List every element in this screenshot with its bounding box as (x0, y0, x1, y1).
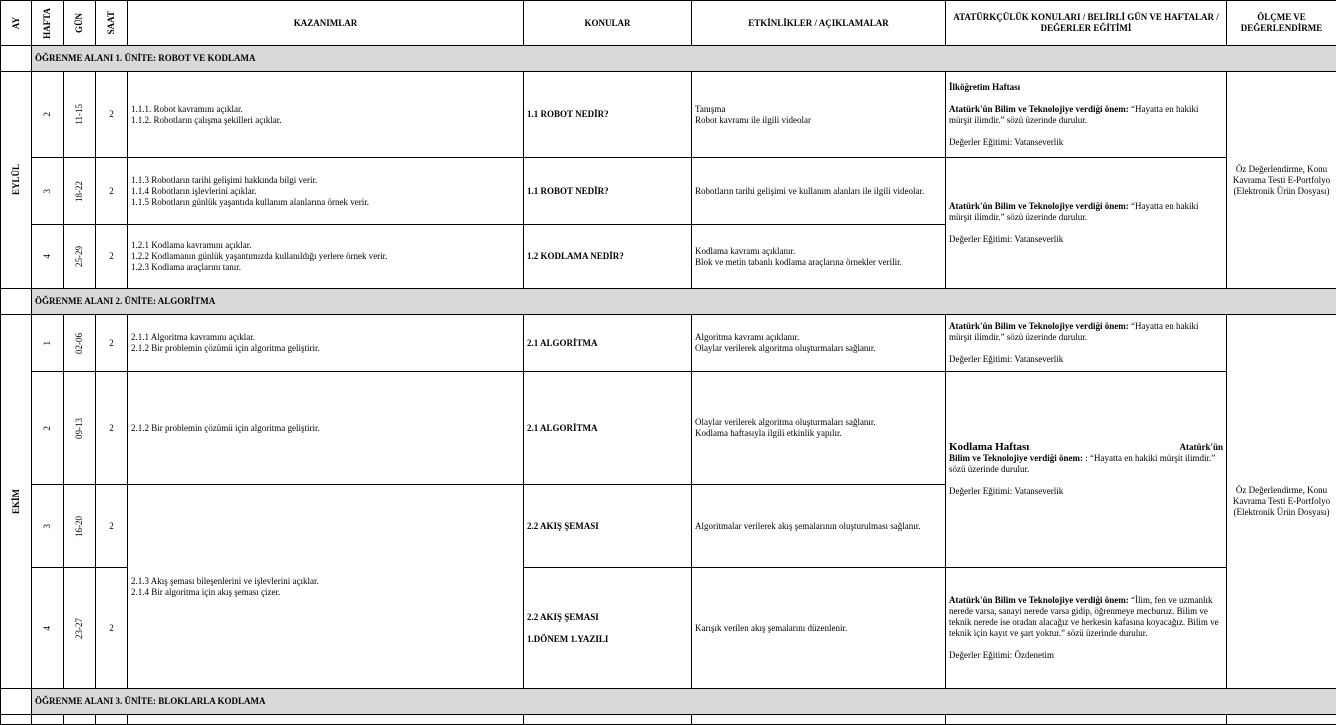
section-row-2 (1, 289, 1336, 315)
hours-cell: 2 (96, 372, 128, 485)
etkinlik-cell: Tanışma Robot kavramı ile ilgili videolar (692, 72, 946, 158)
kazanim-cell: 2.1.3 Akış şeması bileşenlerini ve işlevlerini açıklar. 2.1.4 Bir algoritma için akış şeması çizer. (128, 485, 524, 689)
etkinlik-cell: Robotların tarihi gelişimi ve kullanım alanları ile ilgili videolar. (692, 158, 946, 225)
header-kazanimlar: KAZANIMLAR (128, 1, 524, 46)
week-cell: 2 (32, 72, 64, 158)
week-cell: 1 (32, 315, 64, 372)
header-konular: KONULAR (524, 1, 692, 46)
hours-cell: 2 (96, 485, 128, 568)
konu-cell: 2.2 AKIŞ ŞEMASI (524, 485, 692, 568)
days-cell: 18-22 (64, 158, 96, 225)
ataturk-cell: Kodlama Haftası Atatürk'ün Bilim ve Teknolojiye verdiği önem: : “Hayatta en hakiki mürşit ilimdir.” sözü üzerinde durulur. Değerler Eğitimi: Vatanseverlik (946, 372, 1227, 568)
kazanim-cell: 1.1.3 Robotların tarihi gelişimi hakkında bilgi verir. 1.1.4 Robotların işlevlerini açıklar. 1.1.5 Robotların günlük yaşantıda kullanım alanlarına örnek verir. (128, 158, 524, 225)
header-ay: AY (1, 1, 32, 46)
hours-cell: 2 (96, 72, 128, 158)
olcme-cell: Öz Değerlendirme, Konu Kavrama Testi E-Portfolyo (Elektronik Ürün Dosyası) (1227, 315, 1336, 689)
week-cell: 3 (32, 158, 64, 225)
table-row (1, 715, 1336, 725)
week-cell: 4 (32, 568, 64, 689)
konu-cell: 2.1 ALGORİTMA (524, 315, 692, 372)
hours-cell: 2 (96, 158, 128, 225)
konu-cell: 2.1 ALGORİTMA (524, 372, 692, 485)
etkinlik-cell: Algoritma kavramı açıklanır. Olaylar verilerek algoritma oluşturmaları sağlanır. (692, 315, 946, 372)
section-row-3 (1, 689, 1336, 715)
hours-cell: 2 (96, 315, 128, 372)
konu-cell: 1.1 ROBOT NEDİR? (524, 158, 692, 225)
days-cell: 11-15 (64, 72, 96, 158)
ataturk-cell: İlköğretim Haftası Atatürk'ün Bilim ve Teknolojiye verdiği önem: “Hayatta en hakiki mürşit ilimdir.” sözü üzerinde durulur. Değerler Eğitimi: Vatanseverlik (946, 72, 1227, 158)
hours-cell: 2 (96, 568, 128, 689)
kazanim-cell: 2.1.2 Bir problemin çözümü için algoritma geliştirir. (128, 372, 524, 485)
etkinlik-cell: Karışık verilen akış şemalarını düzenlenir. (692, 568, 946, 689)
konu-cell: 2.2 AKIŞ ŞEMASI 1.DÖNEM 1.YAZILI (524, 568, 692, 689)
header-ataturkculuk: ATATÜRKÇÜLÜK KONULARI / BELİRLİ GÜN VE HAFTALAR / DEĞERLER EĞİTİMİ (946, 1, 1227, 46)
header-gun: GÜN (64, 1, 96, 46)
week-cell: 4 (32, 225, 64, 289)
kazanim-cell: 1.1.1. Robot kavramını açıklar. 1.1.2. Robotların çalışma şekilleri açıklar. (128, 72, 524, 158)
days-cell: 25-29 (64, 225, 96, 289)
table-row (1, 372, 1336, 485)
ataturk-cell: Atatürk'ün Bilim ve Teknolojiye verdiği önem: “Hayatta en hakiki mürşit ilimdir.” sözü üzerinde durulur. Değerler Eğitimi: Vatanseverlik (946, 315, 1227, 372)
kazanim-cell: 1.2.1 Kodlama kavramını açıklar. 1.2.2 Kodlamanın günlük yaşantımızda kullanıldığı yerlere örnek verir. 1.2.3 Kodlama araçlarını tanır. (128, 225, 524, 289)
month-eylul: EYLÜL (1, 72, 32, 289)
olcme-cell: Öz Değerlendirme, Konu Kavrama Testi E-Portfolyo (Elektronik Ürün Dosyası) (1227, 72, 1336, 289)
header-saat: SAAT (96, 1, 128, 46)
ataturk-cell: Atatürk'ün Bilim ve Teknolojiye verdiği önem: “Hayatta en hakiki mürşit ilimdir.” sözü üzerinde durulur. Değerler Eğitimi: Vatanseverlik (946, 158, 1227, 289)
etkinlik-cell: Kodlama kavramı açıklanır. Blok ve metin tabanlı kodlama araçlarına örnekler verilir. (692, 225, 946, 289)
header-etkinlikler: ETKİNLİKLER / AÇIKLAMALAR (692, 1, 946, 46)
week-cell: 2 (32, 372, 64, 485)
table-row (1, 315, 1336, 372)
section-title-3: ÖĞRENME ALANI 3. ÜNİTE: BLOKLARLA KODLAMA (32, 689, 1336, 715)
month-ekim: EKİM (1, 315, 32, 689)
header-olcme: ÖLÇME VE DEĞERLENDİRME (1227, 1, 1336, 46)
konu-cell: 1.2 KODLAMA NEDİR? (524, 225, 692, 289)
etkinlik-cell: Algoritmalar verilerek akış şemalarının oluşturulması sağlanır. (692, 485, 946, 568)
section-row-1 (1, 46, 1336, 72)
days-cell: 02-06 (64, 315, 96, 372)
hours-cell: 2 (96, 225, 128, 289)
konu-cell: 1.1 ROBOT NEDİR? (524, 72, 692, 158)
table-row (1, 158, 1336, 225)
days-cell: 23-27 (64, 568, 96, 689)
section-title-2: ÖĞRENME ALANI 2. ÜNİTE: ALGORİTMA (32, 289, 1336, 315)
etkinlik-cell: Olaylar verilerek algoritma oluşturmaları sağlanır. Kodlama haftasıyla ilgili etkinlik yapılır. (692, 372, 946, 485)
days-cell: 09-13 (64, 372, 96, 485)
kazanim-cell: 2.1.1 Algoritma kavramını açıklar. 2.1.2 Bir problemin çözümü için algoritma geliştirir. (128, 315, 524, 372)
week-cell: 3 (32, 485, 64, 568)
header-hafta: HAFTA (32, 1, 64, 46)
header-row (1, 1, 1336, 46)
section-title-1: ÖĞRENME ALANI 1. ÜNİTE: ROBOT VE KODLAMA (32, 46, 1336, 72)
table-row (1, 72, 1336, 158)
ataturk-cell: Atatürk'ün Bilim ve Teknolojiye verdiği önem: “İlim, fen ve uzmanlık nerede varsa, sanayi nerede varsa gidip, öğrenmeye mecburuz. Bilim ve teknik nerede ise oradan alacağız ve herkesin kafasına koyacağız. Bilim ve teknik için kayıt ve şart yoktur.” sözü üzerinde durulur. Değerler Eğitimi: Özdenetim (946, 568, 1227, 689)
days-cell: 16-20 (64, 485, 96, 568)
